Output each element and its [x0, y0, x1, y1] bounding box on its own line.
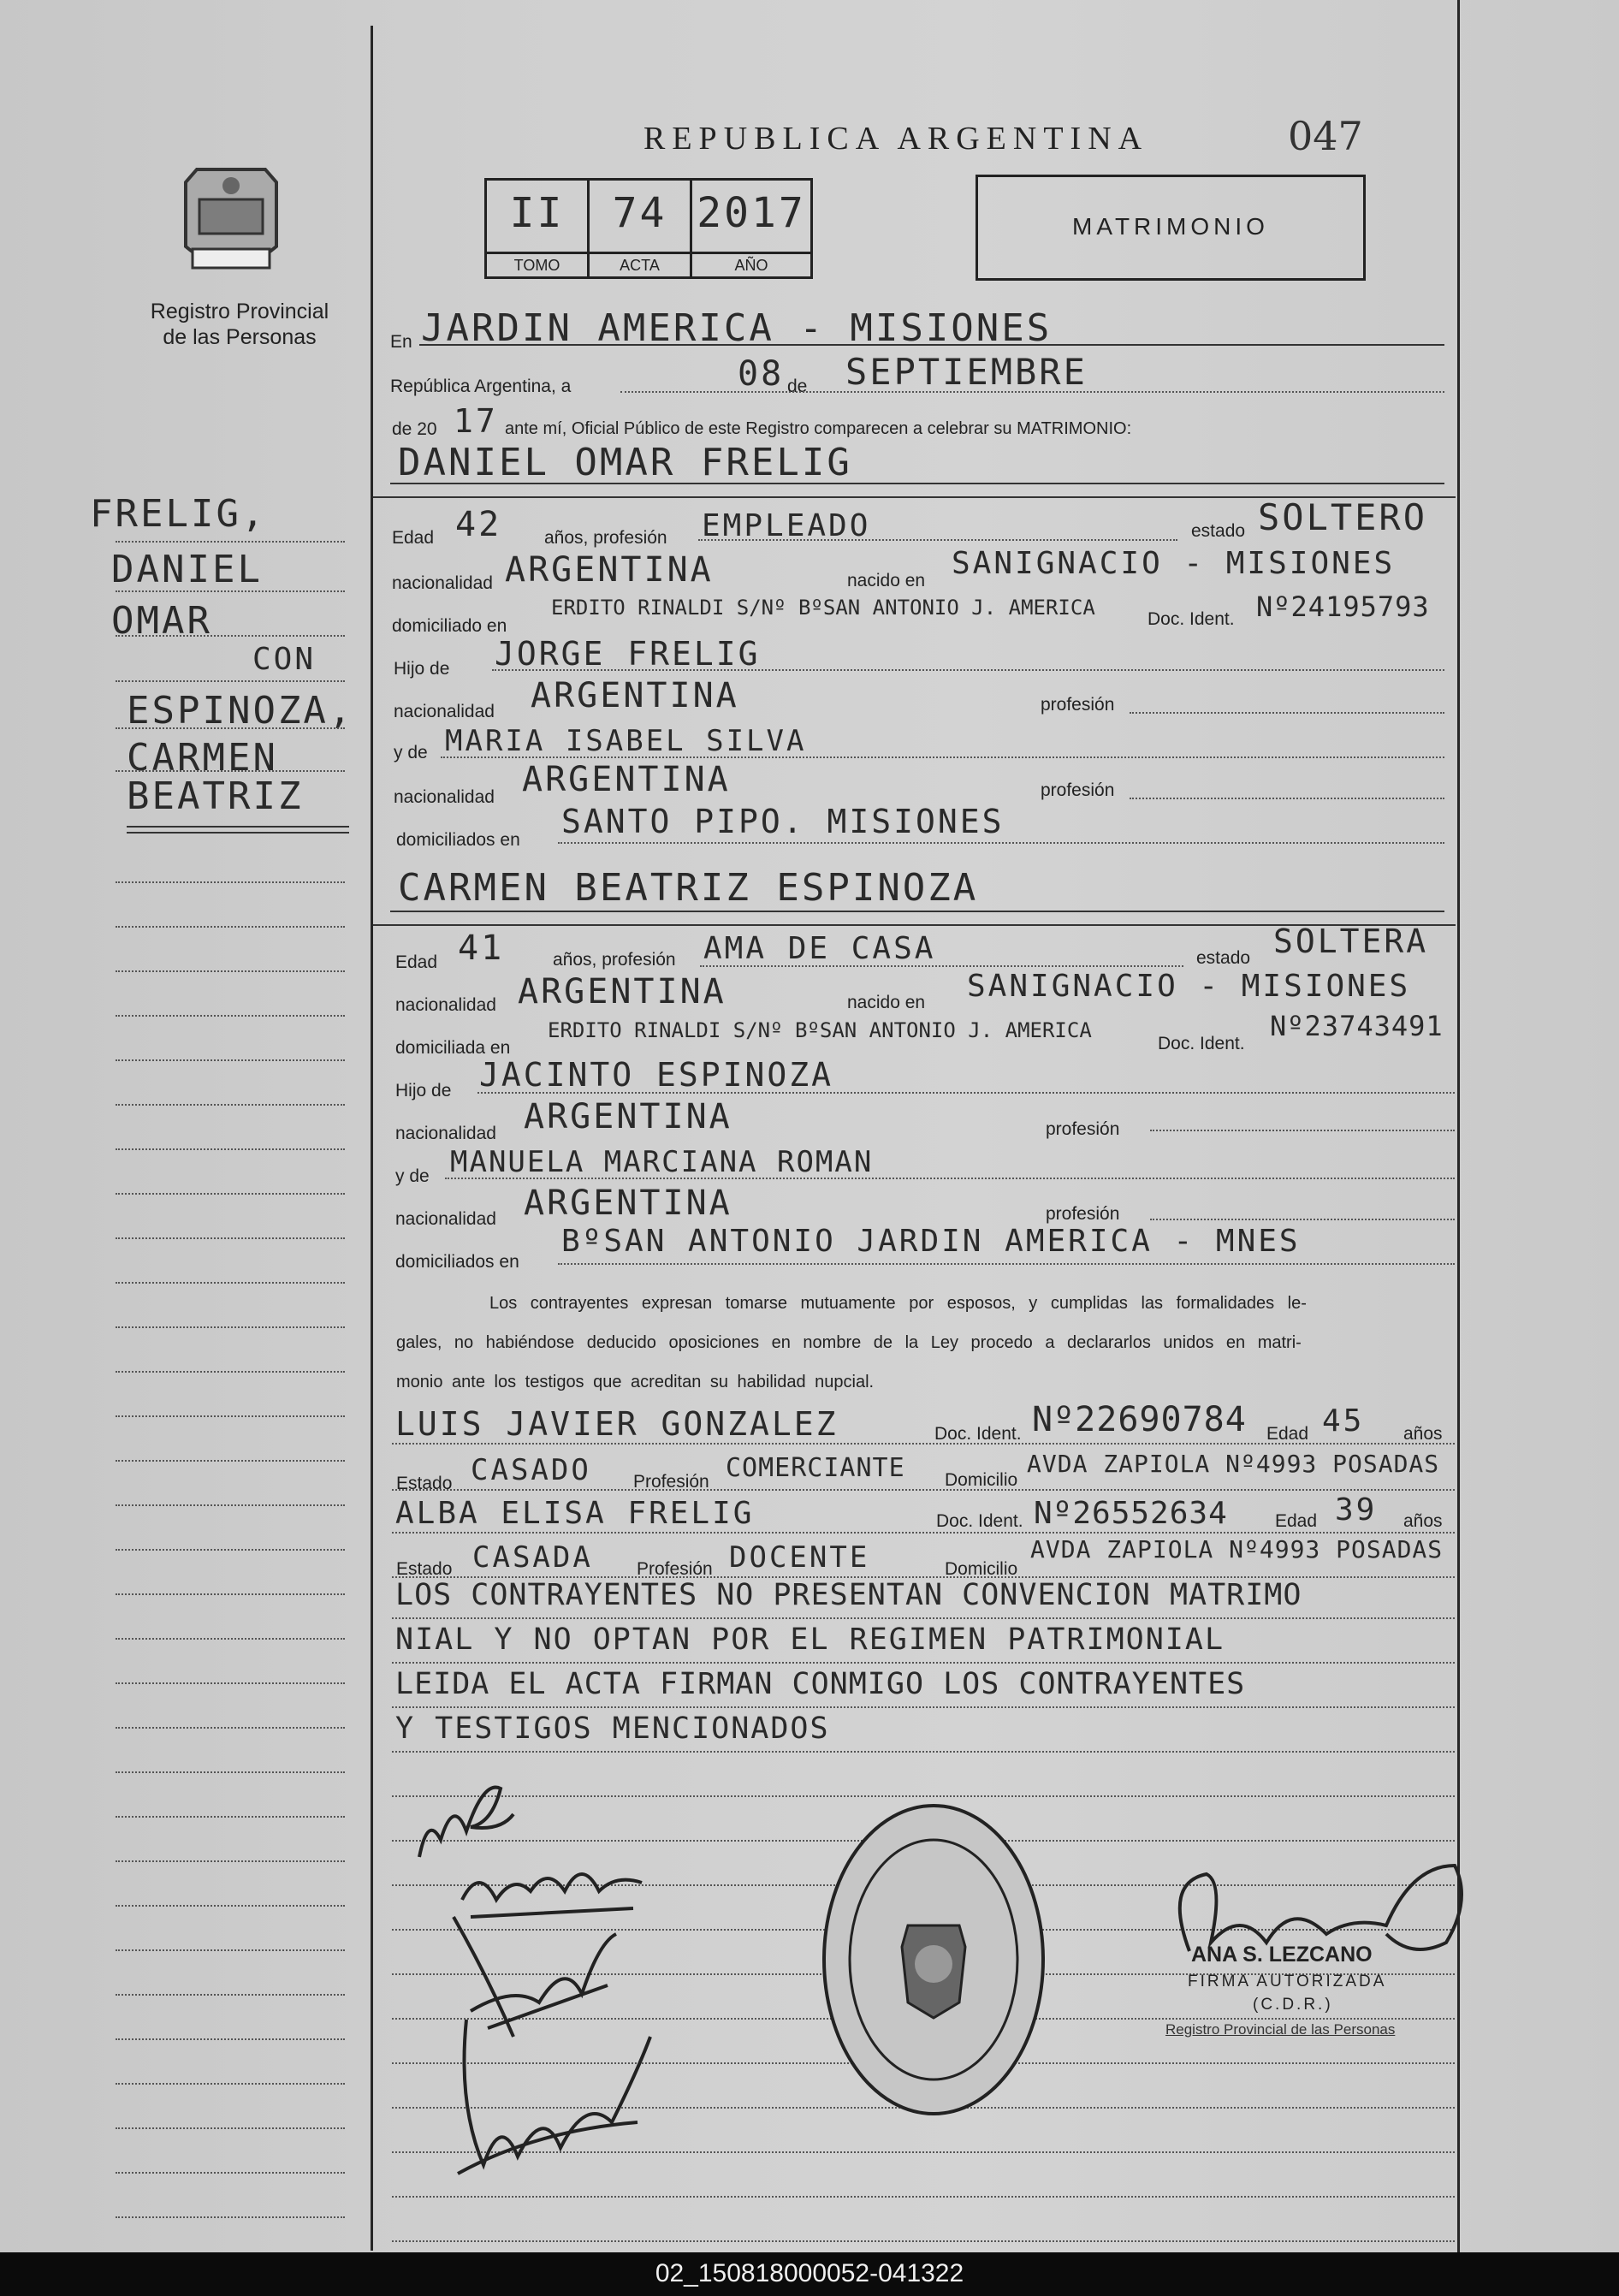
ante-text: ante mí, Oficial Público de este Registro comparecen a celebrar su MATRIMONIO:	[505, 419, 1132, 438]
margin-line-2: DANIEL	[111, 548, 263, 591]
official-seal-icon	[818, 1797, 1049, 2122]
bride-mother-nat: ARGENTINA	[524, 1184, 732, 1223]
margin-underline-2	[127, 832, 349, 834]
en-label: En	[390, 332, 412, 352]
witness2-doc-label: Doc. Ident.	[936, 1511, 1023, 1531]
groom-domiciliados-label: domiciliados en	[396, 830, 520, 850]
bride-domiciliados-label: domiciliados en	[395, 1252, 519, 1272]
groom-profession: EMPLEADO	[702, 508, 871, 543]
witness1-status: CASADO	[471, 1453, 591, 1487]
tomo-cell	[487, 181, 590, 276]
declaration-line3: monio ante los testigos que acreditan su habilidad nupcial.	[396, 1373, 875, 1391]
groom-father-prof-label: profesión	[1041, 695, 1115, 715]
groom-estado-label: estado	[1191, 521, 1246, 541]
bride-doc-label: Doc. Ident.	[1158, 1034, 1245, 1053]
bride-yde-label: y de	[395, 1166, 430, 1186]
year-prefix: de 20	[392, 419, 437, 439]
bride-name: CARMEN BEATRIZ ESPINOZA	[398, 866, 979, 910]
bride-nationality: ARGENTINA	[518, 972, 726, 1012]
republic-title: REPUBLICA ARGENTINA	[643, 121, 1149, 157]
witness1-doc: Nº22690784	[1032, 1400, 1247, 1439]
groom-anos-profesion-label: años, profesión	[544, 528, 667, 548]
witness1-domicilio-label: Domicilio	[945, 1470, 1018, 1490]
bride-mother-prof-label: profesión	[1046, 1204, 1120, 1224]
tomo-label: TOMO	[487, 252, 587, 275]
groom-mother-prof-label: profesión	[1041, 780, 1115, 800]
witness2-edad-label: Edad	[1275, 1511, 1318, 1531]
ano-cell	[692, 181, 810, 276]
bride-nacionalidad-label: nacionalidad	[395, 995, 496, 1015]
margin-line-3: OMAR	[111, 599, 212, 643]
registry-label-line2: de las Personas	[163, 325, 317, 349]
bride-anos-profesion-label: años, profesión	[553, 950, 676, 970]
witness2-address: AVDA ZAPIOLA Nº4993 POSADAS	[1030, 1535, 1444, 1563]
bride-age: 41	[458, 928, 505, 968]
bride-father-prof-label: profesión	[1046, 1119, 1120, 1139]
witness1-address: AVDA ZAPIOLA Nº4993 POSADAS	[1027, 1450, 1440, 1478]
witness1-profesion-label: Profesión	[633, 1472, 709, 1492]
groom-birthplace: SANIGNACIO - MISIONES	[952, 546, 1396, 581]
tomo-acta-ano-box	[484, 178, 813, 279]
bride-father-nat-label: nacionalidad	[395, 1124, 496, 1143]
signature-4-icon	[432, 2002, 663, 2199]
witness1-doc-label: Doc. Ident.	[934, 1424, 1022, 1444]
day-value: 08	[738, 354, 785, 394]
bride-birthplace: SANIGNACIO - MISIONES	[967, 969, 1411, 1004]
scan-image-id: 02_150818000052-041322	[655, 2259, 964, 2287]
margin-line-1: FRELIG,	[90, 492, 267, 536]
ano-label: AÑO	[692, 252, 810, 275]
scan-footer-bar	[0, 2252, 1619, 2296]
de-label: de	[787, 377, 808, 396]
republica-label: República Argentina, a	[390, 377, 572, 396]
declaration-line2: gales, no habiéndose deducido oposiciones en nombre de la Ley procedo a declararlos unidos en matri-	[396, 1333, 1302, 1352]
place-value: JARDIN AMERICA - MISIONES	[421, 306, 1053, 350]
witness2-doc: Nº26552634	[1034, 1496, 1228, 1531]
witness2-profession: DOCENTE	[729, 1540, 870, 1575]
margin-line-6: CARMEN	[127, 736, 278, 780]
declaration-line1: Los contrayentes expresan tomarse mutuamente por esposos, y cumplidas las formalidades le-	[489, 1294, 1307, 1313]
groom-mother-nat: ARGENTINA	[522, 760, 731, 799]
groom-hijo-label: Hijo de	[394, 659, 450, 679]
groom-doc-label: Doc. Ident.	[1148, 609, 1235, 629]
groom-mother: MARIA ISABEL SILVA	[445, 724, 807, 758]
month-value: SEPTIEMBRE	[845, 351, 1088, 393]
bride-profession: AMA DE CASA	[703, 931, 936, 966]
bride-estado-label: estado	[1196, 948, 1251, 968]
official-name: ANA S. LEZCANO	[1191, 1943, 1373, 1967]
bride-hijo-label: Hijo de	[395, 1081, 452, 1101]
groom-age: 42	[455, 505, 502, 544]
bride-father-nat: ARGENTINA	[524, 1097, 732, 1136]
margin-line-5: ESPINOZA,	[127, 689, 354, 733]
groom-father: JORGE FRELIG	[495, 635, 761, 673]
groom-nationality: ARGENTINA	[505, 550, 714, 590]
groom-status: SOLTERO	[1258, 496, 1428, 538]
document-type-box	[976, 175, 1366, 281]
bride-edad-label: Edad	[395, 952, 438, 972]
official-registry: Registro Provincial de las Personas	[1165, 2021, 1396, 2038]
notes-line1: LOS CONTRAYENTES NO PRESENTAN CONVENCION MATRIMO	[395, 1578, 1302, 1612]
bride-parents-address: BºSAN ANTONIO JARDIN AMERICA - MNES	[561, 1224, 1301, 1259]
acta-cell	[590, 181, 692, 276]
witness1-profession: COMERCIANTE	[726, 1453, 905, 1483]
witness1-age: 45	[1322, 1403, 1365, 1439]
witness2-name: ALBA ELISA FRELIG	[395, 1496, 755, 1531]
witness2-age: 39	[1335, 1492, 1378, 1528]
bride-domiciliada-label: domiciliada en	[395, 1038, 511, 1058]
bride-doc: Nº23743491	[1270, 1010, 1444, 1042]
notes-line4: Y TESTIGOS MENCIONADOS	[395, 1712, 830, 1746]
groom-doc: Nº24195793	[1256, 590, 1430, 623]
bride-nacido-label: nacido en	[847, 993, 926, 1012]
document-type: MATRIMONIO	[1072, 213, 1269, 240]
groom-yde-label: y de	[394, 743, 428, 762]
registry-crest-icon	[175, 165, 287, 285]
groom-domiciliado-label: domiciliado en	[392, 616, 507, 636]
witness2-estado-label: Estado	[396, 1559, 453, 1579]
tomo-value: II	[509, 189, 565, 237]
bride-address: ERDITO RINALDI S/Nº BºSAN ANTONIO J. AMERICA	[548, 1018, 1092, 1042]
groom-nacionalidad-label: nacionalidad	[392, 573, 493, 593]
groom-nacido-label: nacido en	[847, 571, 926, 590]
witness2-status: CASADA	[472, 1540, 593, 1575]
witness2-domicilio-label: Domicilio	[945, 1559, 1018, 1579]
notes-line2: NIAL Y NO OPTAN POR EL REGIMEN PATRIMONIAL	[395, 1623, 1225, 1657]
official-unit: (C.D.R.)	[1253, 1996, 1333, 2014]
groom-father-nat: ARGENTINA	[531, 676, 739, 715]
groom-mother-nat-label: nacionalidad	[394, 787, 495, 807]
notes-line3: LEIDA EL ACTA FIRMAN CONMIGO LOS CONTRAYENTES	[395, 1667, 1246, 1701]
acta-value: 74	[612, 189, 667, 237]
bride-mother: MANUELA MARCIANA ROMAN	[450, 1145, 874, 1179]
official-title: FIRMA AUTORIZADA	[1188, 1973, 1387, 1990]
year-suffix: 17	[454, 402, 498, 440]
left-rule	[371, 26, 373, 2251]
witness2-anos-label: años	[1403, 1511, 1443, 1531]
witness1-estado-label: Estado	[396, 1474, 453, 1493]
groom-edad-label: Edad	[392, 528, 435, 548]
groom-parents-address: SANTO PIPO. MISIONES	[561, 803, 1005, 840]
margin-line-7: BEATRIZ	[127, 774, 304, 818]
bride-father: JACINTO ESPINOZA	[479, 1056, 834, 1094]
page-number: 047	[1288, 113, 1363, 159]
witness1-name: LUIS JAVIER GONZALEZ	[395, 1405, 839, 1443]
registry-label-line1: Registro Provincial	[150, 300, 329, 323]
witness2-profesion-label: Profesión	[637, 1559, 713, 1579]
witness1-edad-label: Edad	[1266, 1424, 1309, 1444]
groom-name: DANIEL OMAR FRELIG	[398, 441, 852, 484]
groom-father-nat-label: nacionalidad	[394, 702, 495, 721]
bride-mother-nat-label: nacionalidad	[395, 1209, 496, 1229]
acta-label: ACTA	[590, 252, 690, 275]
margin-underline-1	[127, 826, 349, 828]
margin-line-4: CON	[252, 642, 317, 677]
witness1-anos-label: años	[1403, 1424, 1443, 1444]
groom-address: ERDITO RINALDI S/Nº BºSAN ANTONIO J. AMERICA	[551, 596, 1095, 620]
bride-status: SOLTERA	[1273, 923, 1429, 960]
ano-value: 2017	[697, 189, 806, 237]
